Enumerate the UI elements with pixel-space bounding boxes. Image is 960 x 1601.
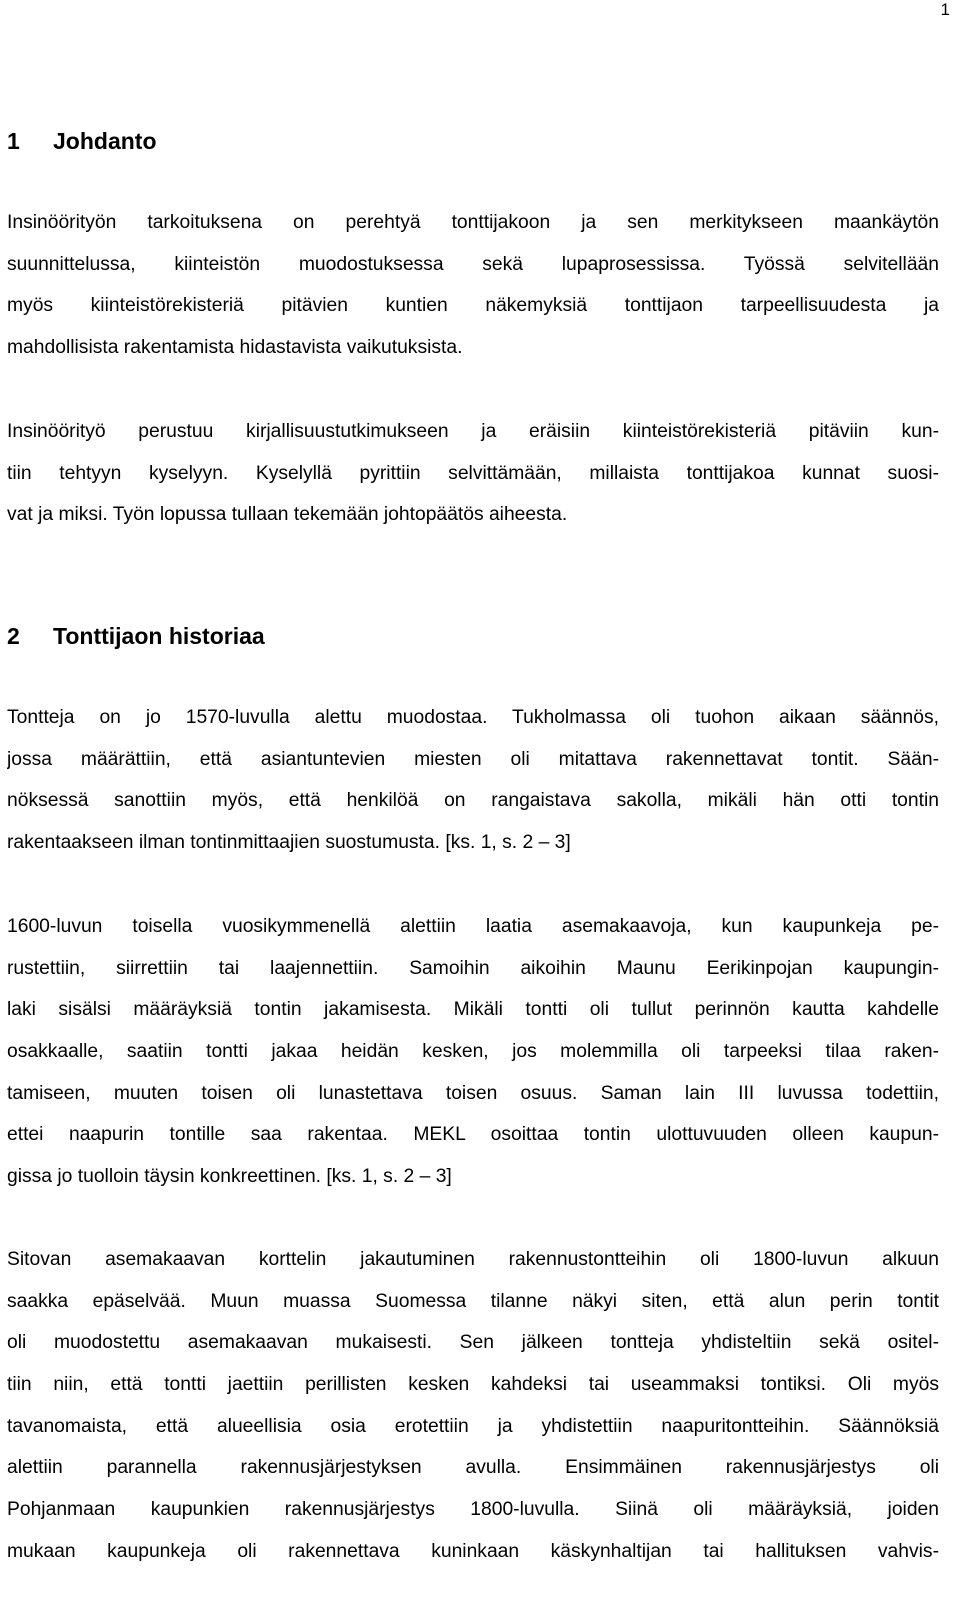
paragraph-history-3 — [7, 1239, 939, 1573]
text-line: tamiseen, muuten toisen oli lunastettava toisen osuus. Saman lain III luvussa todettiin, — [7, 1082, 939, 1104]
text-line: nöksessä sanottiin myös, että henkilöä on rangaistava sakolla, mikäli hän otti tontin — [7, 790, 939, 812]
paragraph-intro-2 — [7, 411, 939, 536]
text-line: oli muodostettu asemakaavan mukaisesti. Sen jälkeen tontteja yhdisteltiin sekä ositel- — [7, 1332, 939, 1354]
section-number: 1 — [7, 128, 20, 154]
text-line: osakkaalle, saatiin tontti jakaa heidän kesken, jos molemmilla oli tarpeeksi tilaa raken- — [7, 1041, 939, 1063]
text-line: Insinöörityö perustuu kirjallisuustutkimukseen ja eräisiin kiinteistörekisteriä pitäviin kun- — [7, 421, 939, 442]
section-heading-johdanto — [7, 127, 157, 155]
text-line: ettei naapurin tontille saa rakentaa. MEKL osoittaa tontin ulottuvuuden olleen kaupun- — [7, 1124, 939, 1146]
text-line: tavanomaista, että alueellisia osia erotettiin ja yhdistettiin naapuritontteihin. Säännöksiä — [7, 1415, 939, 1437]
text-line: tiin tehtyyn kyselyyn. Kyselyllä pyrittiin selvittämään, millaista tonttijakoa kunnat suosi- — [7, 462, 939, 484]
text-line: jossa määrättiin, että asiantuntevien miesten oli mitattava rakennettavat tontit. Sään- — [7, 748, 939, 770]
section-number: 2 — [7, 623, 20, 649]
text-line: 1600-luvun toisella vuosikymmenellä alettiin laatia asemakaavoja, kun kaupunkeja pe- — [7, 916, 939, 937]
text-line: mahdollisista rakentamista hidastavista vaikutuksista. — [7, 337, 463, 359]
page-number: 1 — [940, 0, 950, 19]
text-line: Sitovan asemakaavan korttelin jakautuminen rakennustontteihin oli 1800-luvun alkuun — [7, 1249, 939, 1270]
section-heading-tonttijaon-historiaa — [7, 622, 265, 650]
text-line: rakentaakseen ilman tontinmittaajien suostumusta. [ks. 1, s. 2 – 3] — [7, 832, 571, 854]
section-title: Johdanto — [53, 128, 157, 154]
text-line: Pohjanmaan kaupunkien rakennusjärjestys 1800-luvulla. Siinä oli määräyksiä, joiden — [7, 1499, 939, 1521]
paragraph-history-1 — [7, 697, 939, 864]
text-line: mukaan kaupunkeja oli rakennettava kuninkaan käskynhaltijan tai hallituksen vahvis- — [7, 1540, 939, 1562]
paragraph-intro-1 — [7, 202, 939, 369]
text-line: laki sisälsi määräyksiä tontin jakamisesta. Mikäli tontti oli tullut perinnön kautta kahdelle — [7, 999, 939, 1021]
paragraph-history-2 — [7, 906, 939, 1198]
text-line: Insinöörityön tarkoituksena on perehtyä tonttijakoon ja sen merkitykseen maankäytön — [7, 212, 939, 233]
text-line: tiin niin, että tontti jaettiin perillisten kesken kahdeksi tai useammaksi tontiksi. Oli myös — [7, 1374, 939, 1396]
text-line: gissa jo tuolloin täysin konkreettinen. [ks. 1, s. 2 – 3] — [7, 1166, 452, 1188]
text-line: saakka epäselvää. Muun muassa Suomessa tilanne näkyi siten, että alun perin tontit — [7, 1290, 939, 1312]
text-line: Tontteja on jo 1570-luvulla alettu muodostaa. Tukholmassa oli tuohon aikaan säännös, — [7, 707, 939, 728]
text-line: vat ja miksi. Työn lopussa tullaan tekemään johtopäätös aiheesta. — [7, 504, 568, 526]
text-line: myös kiinteistörekisteriä pitävien kuntien näkemyksiä tonttijaon tarpeellisuudesta ja — [7, 295, 939, 317]
text-line: rustettiin, siirrettiin tai laajennettiin. Samoihin aikoihin Maunu Eerikinpojan kaupungin- — [7, 957, 939, 979]
text-line: suunnittelussa, kiinteistön muodostuksessa sekä lupaprosessissa. Työssä selvitellään — [7, 253, 939, 275]
text-line: alettiin parannella rakennusjärjestyksen avulla. Ensimmäinen rakennusjärjestys oli — [7, 1457, 939, 1479]
section-title: Tonttijaon historiaa — [53, 623, 265, 649]
